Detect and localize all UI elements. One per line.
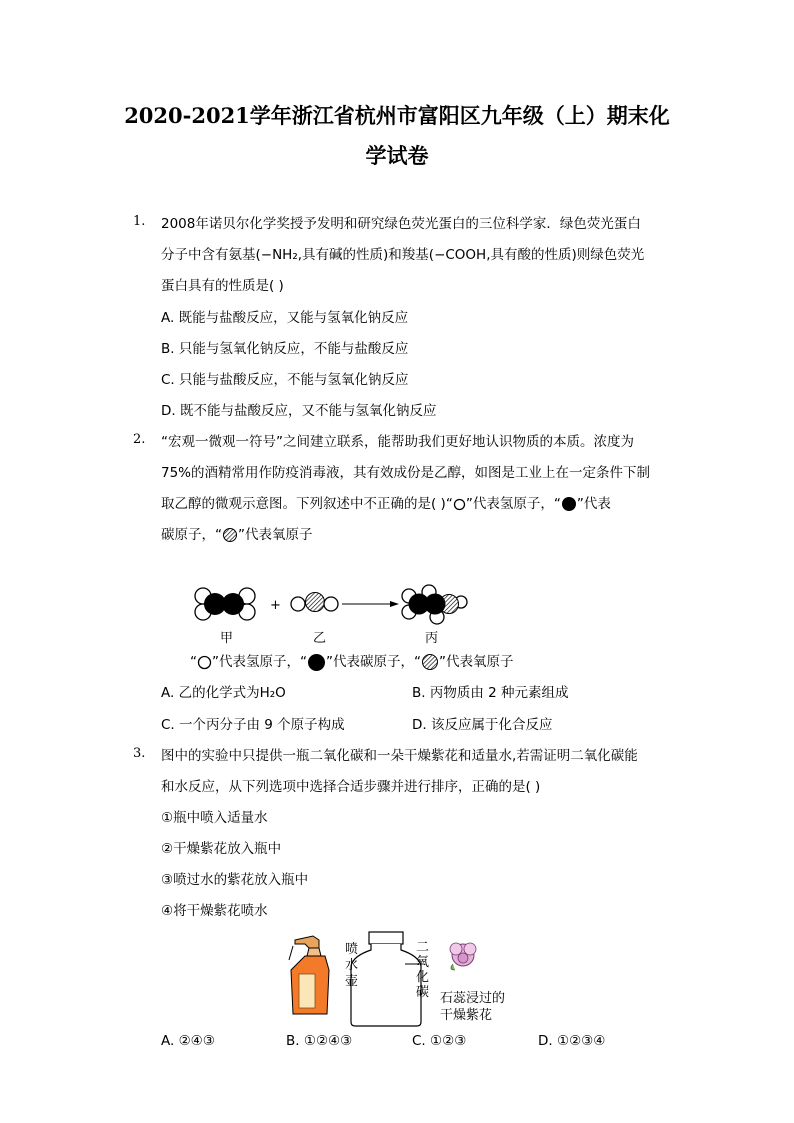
label-yi: 乙 — [313, 631, 327, 646]
spray-bottle-icon — [289, 936, 329, 1014]
reaction-arrow — [342, 601, 399, 607]
co2-label-char-4: 碳 — [416, 985, 430, 1000]
question-2-option-b: B. 丙物质由 2 种元素组成 — [412, 685, 569, 701]
sprayer-label-char-1: 喷 — [345, 942, 359, 957]
plus-sign: + — [270, 598, 281, 613]
legend-text-1: “ — [190, 654, 197, 670]
atom-legend — [190, 650, 514, 672]
flower-label — [440, 990, 505, 1024]
question-2-carbon-desc: ”代表 — [576, 496, 611, 512]
molecule-jia — [195, 588, 255, 620]
question-3-option-c: C. ①②③ — [412, 1033, 467, 1049]
question-1-text-line-3: 蛋白具有的性质是( ) — [161, 278, 284, 294]
question-3-option-a: A. ②④③ — [161, 1033, 215, 1049]
co2-label — [416, 940, 429, 1000]
exam-title-line-2: 学试卷 — [365, 143, 429, 168]
question-2-option-d: D. 该反应属于化合反应 — [412, 717, 553, 733]
sprayer-label-char-2: 水 — [345, 958, 359, 973]
question-3-option-d: D. ①②③④ — [538, 1033, 606, 1049]
co2-label-char-3: 化 — [416, 970, 430, 985]
legend-text-4: ”代表氧原子 — [439, 654, 514, 670]
question-3-step-3: ③喷过水的紫花放入瓶中 — [161, 872, 309, 888]
carbon-atom-icon — [307, 653, 326, 672]
hydrogen-atom-icon — [453, 498, 466, 511]
question-2-number: 2. — [133, 432, 146, 447]
question-1-option-c: C. 只能与盐酸反应，不能与氢氧化钠反应 — [161, 372, 409, 388]
question-1-option-d: D. 既不能与盐酸反应，又不能与氢氧化钠反应 — [161, 403, 437, 419]
question-3-text-line-1: 图中的实验中只提供一瓶二氧化碳和一朵干燥紫花和适量水,若需证明二氧化碳能 — [161, 748, 638, 764]
oxygen-atom-icon — [421, 653, 439, 671]
question-2-line-4-text: 碳原子，“ — [161, 527, 222, 543]
question-1-text-line-2: 分子中含有氨基(−NH₂,具有碱的性质)和羧基(−COOH,具有酸的性质)则绿色荧光 — [161, 247, 645, 263]
question-2-option-c: C. 一个丙分子由 9 个原子构成 — [161, 717, 345, 733]
sprayer-label — [345, 942, 358, 990]
flower-label-line-2: 干燥紫花 — [440, 1008, 493, 1023]
purple-flower-icon — [450, 943, 476, 970]
oxygen-atom-icon — [222, 527, 238, 543]
hydrogen-atom-icon — [197, 655, 212, 670]
question-2-oxygen-desc: ”代表氧原子 — [238, 527, 313, 543]
question-2-option-a: A. 乙的化学式为H₂O — [161, 685, 286, 701]
question-3-step-1: ①瓶中喷入适量水 — [161, 810, 268, 826]
question-2-text-line-1: “宏观一微观一符号”之间建立联系，能帮助我们更好地认识物质的本质。浓度为 — [161, 434, 634, 450]
exam-title-line-1: 2020-2021学年浙江省杭州市富阳区九年级（上）期末化 — [124, 103, 670, 128]
question-2-hydrogen-desc: ”代表氢原子，“ — [465, 496, 561, 512]
question-1-option-b: B. 只能与氢氧化钠反应，不能与盐酸反应 — [161, 341, 409, 357]
question-1-option-a: A. 既能与盐酸反应，又能与氢氧化钠反应 — [161, 310, 409, 326]
label-bing: 丙 — [425, 631, 439, 646]
question-3-number: 3. — [133, 746, 146, 761]
question-2-text-line-2: 75%的酒精常用作防疫消毒液，其有效成份是乙醇，如图是工业上在一定条件下制 — [161, 465, 651, 481]
question-3-step-4: ④将干燥紫花喷水 — [161, 903, 268, 919]
legend-text-2: ”代表氢原子，“ — [212, 654, 307, 670]
question-2-line-3-text: 取乙醇的微观示意图。下列叙述中不正确的是( )“ — [161, 496, 453, 512]
co2-label-char-2: 氧 — [416, 955, 430, 970]
sprayer-label-char-3: 壶 — [345, 974, 359, 989]
question-3-step-2: ②干燥紫花放入瓶中 — [161, 841, 282, 857]
question-3-text-line-2: 和水反应，从下列选项中选择合适步骤并进行排序，正确的是( ) — [161, 779, 541, 795]
question-1-number: 1. — [133, 214, 146, 229]
question-3-option-b: B. ①②④③ — [286, 1033, 353, 1049]
co2-label-char-1: 二 — [416, 940, 430, 955]
reaction-diagram — [185, 582, 485, 652]
molecule-yi — [291, 593, 338, 612]
question-2-text-line-4 — [161, 523, 313, 543]
flower-label-line-1: 石蕊浸过的 — [440, 991, 506, 1006]
question-1-text-line-1: 2008年诺贝尔化学奖授予发明和研究绿色荧光蛋白的三位科学家．绿色荧光蛋白 — [161, 216, 641, 232]
legend-text-3: ”代表碳原子，“ — [326, 654, 421, 670]
molecule-bing — [402, 585, 467, 624]
gas-bottle — [351, 932, 421, 1026]
carbon-atom-icon — [561, 496, 577, 512]
question-2-text-line-3 — [161, 492, 611, 512]
label-jia: 甲 — [220, 631, 234, 646]
